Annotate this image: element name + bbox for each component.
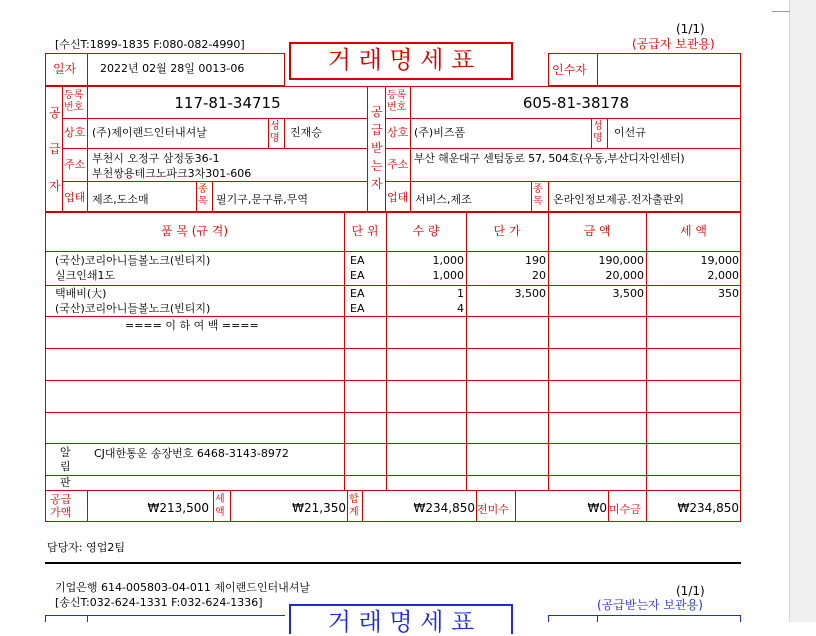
supplier-addr-label: 주소 — [64, 158, 86, 171]
buyer-side-label-5: 자 — [371, 177, 383, 191]
buyer-rep: 이선규 — [614, 126, 646, 139]
buyer-side-label-3: 받 — [371, 141, 383, 155]
copy-separator — [45, 562, 741, 564]
row-tax: 19,000 — [700, 254, 739, 267]
col-header-price: 단 가 — [493, 224, 521, 238]
buyer-name: (주)비즈폼 — [414, 126, 466, 139]
supplier-reg-no: 117-81-34715 — [174, 94, 281, 112]
buyer-addr: 부산 해운대구 센텀동로 57, 504호(우동,부산디자인센터) — [414, 152, 685, 165]
tax-label: 세액 — [215, 494, 225, 518]
supplier-biz: 제조,도소매 — [92, 193, 149, 206]
supplier-rep: 진재승 — [290, 126, 322, 139]
row-qty: 4 — [457, 302, 464, 315]
supplier-rep-label: 성명 — [270, 121, 280, 144]
supplier-reg-label: 등록번호 — [64, 90, 84, 113]
staff-line: 담당자: 영업2팀 — [47, 541, 125, 554]
buyer-side-label-2: 급 — [371, 123, 383, 137]
row-qty: 1 — [457, 287, 464, 300]
unpaid-value: ₩234,850 — [677, 501, 739, 515]
supplier-item: 필기구,문구류,무역 — [216, 193, 309, 206]
buyer-biz-label: 업태 — [387, 191, 409, 204]
notice-text: CJ대한통운 송장번호 6468-3143-8972 — [94, 447, 289, 460]
bottom-page-number: (1/1) — [676, 584, 705, 598]
buyer-name-label: 상호 — [387, 126, 409, 139]
bottom-copy-label: (공급받는자 보관용) — [597, 598, 703, 612]
supplier-addr-2: 부천쌍용테크노파크3차301-606 — [92, 167, 252, 180]
buyer-addr-label: 주소 — [387, 158, 409, 171]
vertical-scrollbar[interactable] — [789, 0, 816, 622]
tax-value: ₩21,350 — [292, 501, 346, 515]
row-amount: 190,000 — [598, 254, 644, 267]
end-marker: ==== 이 하 여 백 ==== — [125, 319, 259, 332]
supplier-name: (주)제이랜드인터내셔날 — [92, 126, 207, 139]
row-unit: EA — [350, 254, 365, 267]
scrollbar-top-line — [772, 11, 790, 12]
buyer-reg-label: 등록번호 — [387, 90, 407, 113]
supplier-item-label: 종목 — [198, 184, 208, 207]
buyer-item: 온라인정보제공.전자출판외 — [553, 193, 685, 206]
supplier-biz-label: 업태 — [64, 191, 86, 204]
row-tax: 350 — [718, 287, 739, 300]
row-unit: EA — [350, 287, 365, 300]
supplier-side-label-2: 급 — [49, 142, 61, 156]
date-label: 일자 — [53, 62, 77, 76]
row-qty: 1,000 — [432, 269, 464, 282]
supplier-side-label-1: 공 — [49, 106, 61, 120]
row-price: 3,500 — [514, 287, 546, 300]
notice-label: 알림 — [60, 446, 71, 473]
row-qty: 1,000 — [432, 254, 464, 267]
date-value: 2022년 02월 28일 0013-06 — [100, 62, 245, 75]
row-item-name: 택배비(大) — [55, 287, 107, 300]
row-price: 20 — [532, 269, 546, 282]
supplier-side-label-3: 자 — [49, 179, 61, 193]
bottom-fax-line: [송신T:032-624-1331 F:032-624-1336] — [55, 596, 263, 609]
prev-value: ₩0 — [587, 501, 607, 515]
sum-label: 합계 — [349, 494, 359, 518]
pan-label: 판 — [60, 476, 71, 489]
fax-line: [수신T:1899-1835 F:080-082-4990] — [55, 38, 245, 51]
row-unit: EA — [350, 302, 365, 315]
buyer-item-label: 종목 — [533, 184, 543, 207]
col-header-item: 품 목 (규 격) — [160, 224, 229, 238]
col-header-unit: 단 위 — [351, 224, 379, 238]
buyer-biz: 서비스,제조 — [415, 193, 472, 206]
buyer-side-label-4: 는 — [371, 159, 383, 173]
supplier-name-label: 상호 — [64, 126, 86, 139]
document-title: 거 래 명 세 표 — [327, 46, 475, 74]
buyer-side-label-1: 공 — [371, 105, 383, 119]
copy-label: (공급자 보관용) — [632, 37, 715, 51]
receiver-label: 인수자 — [552, 63, 587, 77]
row-item-name: (국산)코리아니들볼노크(빈티지) — [55, 254, 211, 267]
unpaid-label: 미수금 — [609, 503, 641, 516]
row-unit: EA — [350, 269, 365, 282]
supplier-addr-1: 부천시 오정구 삼정동36-1 — [92, 152, 220, 165]
buyer-rep-label: 성명 — [593, 121, 603, 144]
row-amount: 3,500 — [612, 287, 644, 300]
bank-line: 기업은행 614-005803-04-011 제이랜드인터내셔날 — [55, 581, 311, 594]
row-item-name: (국산)코리아니들볼노크(빈티지) — [55, 302, 211, 315]
buyer-reg-no: 605-81-38178 — [522, 94, 630, 112]
row-amount: 20,000 — [605, 269, 644, 282]
row-tax: 2,000 — [707, 269, 739, 282]
col-header-amount: 금 액 — [583, 224, 611, 238]
col-header-qty: 수 량 — [412, 224, 440, 238]
row-item-name: 실크인쇄1도 — [55, 269, 116, 282]
supply-label: 공급가액 — [50, 493, 72, 519]
page-number: (1/1) — [676, 22, 705, 36]
sum-value: ₩234,850 — [413, 501, 475, 515]
row-price: 190 — [525, 254, 546, 267]
prev-label: 전미수 — [477, 503, 509, 516]
supply-value: ₩213,500 — [147, 501, 209, 515]
col-header-tax: 세 액 — [680, 224, 707, 238]
bottom-document-title: 거 래 명 세 표 — [327, 608, 475, 636]
